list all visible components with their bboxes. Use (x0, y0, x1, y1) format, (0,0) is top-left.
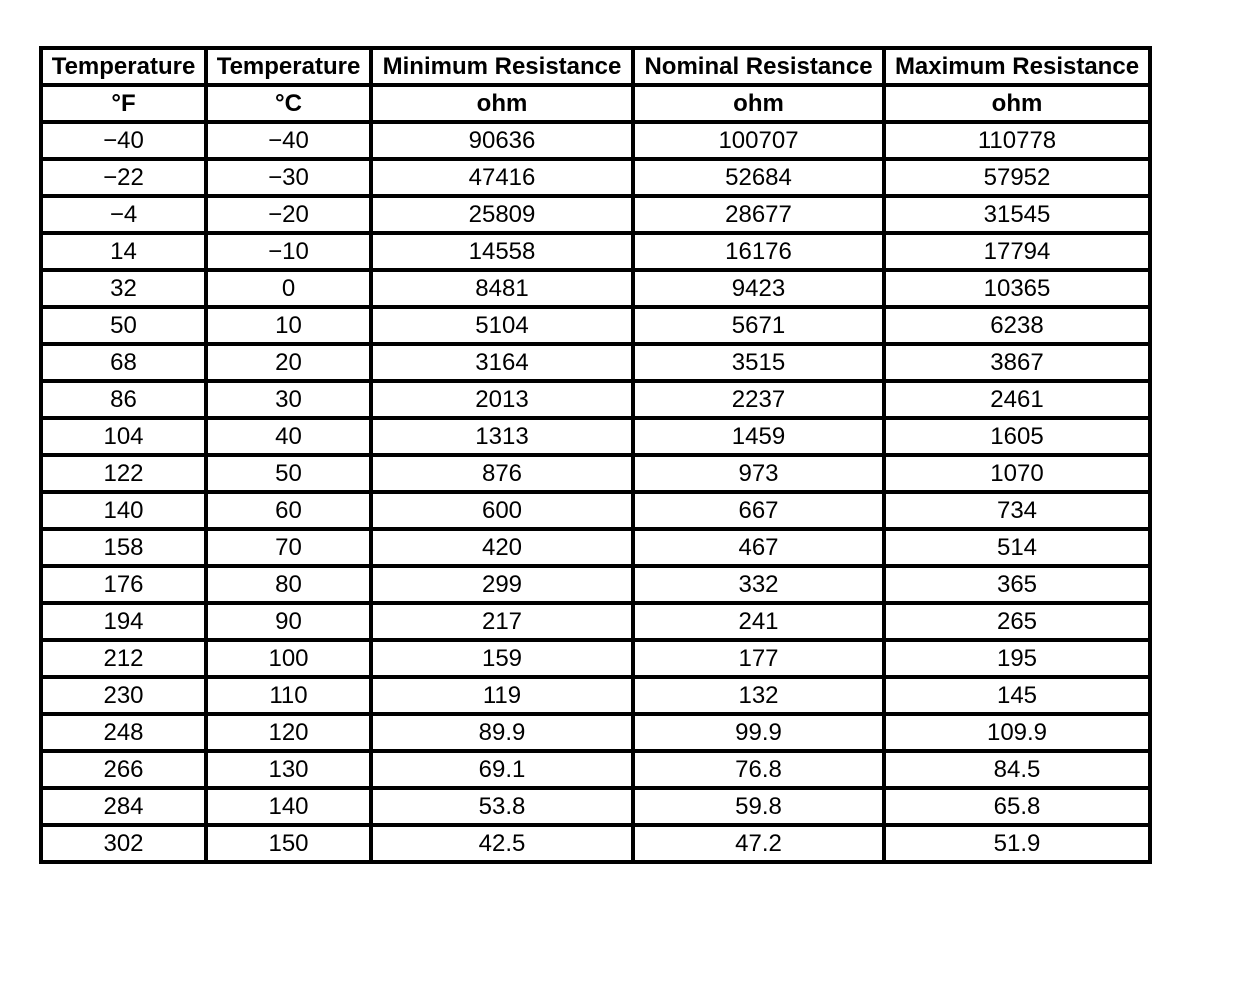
temp-c-cell: 120 (206, 714, 371, 751)
header-minimum-resistance: Minimum Resistance (371, 48, 633, 85)
max-resistance-cell: 31545 (884, 196, 1150, 233)
nominal-resistance-cell: 5671 (633, 307, 884, 344)
max-resistance-cell: 109.9 (884, 714, 1150, 751)
temp-f-cell: 302 (41, 825, 206, 862)
temp-c-cell: 110 (206, 677, 371, 714)
table-row (41, 714, 1150, 751)
max-resistance-cell: 6238 (884, 307, 1150, 344)
max-resistance-cell: 51.9 (884, 825, 1150, 862)
min-resistance-cell: 42.5 (371, 825, 633, 862)
max-resistance-cell: 1070 (884, 455, 1150, 492)
header-row (41, 48, 1150, 85)
temp-f-cell: 266 (41, 751, 206, 788)
max-resistance-cell: 84.5 (884, 751, 1150, 788)
temp-c-cell: −30 (206, 159, 371, 196)
min-resistance-cell: 3164 (371, 344, 633, 381)
temp-c-cell: 20 (206, 344, 371, 381)
temp-c-cell: −10 (206, 233, 371, 270)
table-row (41, 196, 1150, 233)
temp-f-cell: 194 (41, 603, 206, 640)
temp-c-cell: −20 (206, 196, 371, 233)
temp-c-cell: −40 (206, 122, 371, 159)
table-row (41, 270, 1150, 307)
max-resistance-cell: 110778 (884, 122, 1150, 159)
header-nominal-resistance: Nominal Resistance (633, 48, 884, 85)
temp-f-cell: 86 (41, 381, 206, 418)
temp-c-cell: 0 (206, 270, 371, 307)
table-row (41, 492, 1150, 529)
temp-f-cell: 248 (41, 714, 206, 751)
temp-f-cell: 158 (41, 529, 206, 566)
nominal-resistance-cell: 132 (633, 677, 884, 714)
temp-c-cell: 140 (206, 788, 371, 825)
min-resistance-cell: 119 (371, 677, 633, 714)
temp-f-cell: −40 (41, 122, 206, 159)
header-temperature-f: Temperature (41, 48, 206, 85)
min-resistance-cell: 217 (371, 603, 633, 640)
max-resistance-cell: 265 (884, 603, 1150, 640)
table-row (41, 233, 1150, 270)
max-resistance-cell: 17794 (884, 233, 1150, 270)
max-resistance-cell: 2461 (884, 381, 1150, 418)
max-resistance-cell: 65.8 (884, 788, 1150, 825)
nominal-resistance-cell: 177 (633, 640, 884, 677)
temp-f-cell: 14 (41, 233, 206, 270)
table-row (41, 603, 1150, 640)
nominal-resistance-cell: 332 (633, 566, 884, 603)
table-row (41, 122, 1150, 159)
unit-ohm-nominal: ohm (633, 85, 884, 122)
nominal-resistance-cell: 667 (633, 492, 884, 529)
temp-f-cell: 212 (41, 640, 206, 677)
temp-f-cell: 50 (41, 307, 206, 344)
temp-c-cell: 60 (206, 492, 371, 529)
units-row (41, 85, 1150, 122)
unit-ohm-max: ohm (884, 85, 1150, 122)
max-resistance-cell: 514 (884, 529, 1150, 566)
nominal-resistance-cell: 973 (633, 455, 884, 492)
table-row (41, 825, 1150, 862)
min-resistance-cell: 600 (371, 492, 633, 529)
nominal-resistance-cell: 16176 (633, 233, 884, 270)
temp-f-cell: 176 (41, 566, 206, 603)
min-resistance-cell: 8481 (371, 270, 633, 307)
table-row (41, 677, 1150, 714)
min-resistance-cell: 47416 (371, 159, 633, 196)
nominal-resistance-cell: 76.8 (633, 751, 884, 788)
temp-f-cell: 122 (41, 455, 206, 492)
temp-f-cell: 140 (41, 492, 206, 529)
max-resistance-cell: 1605 (884, 418, 1150, 455)
nominal-resistance-cell: 28677 (633, 196, 884, 233)
nominal-resistance-cell: 3515 (633, 344, 884, 381)
min-resistance-cell: 299 (371, 566, 633, 603)
nominal-resistance-cell: 99.9 (633, 714, 884, 751)
table-row (41, 640, 1150, 677)
min-resistance-cell: 69.1 (371, 751, 633, 788)
unit-ohm-min: ohm (371, 85, 633, 122)
temp-c-cell: 130 (206, 751, 371, 788)
temp-c-cell: 80 (206, 566, 371, 603)
nominal-resistance-cell: 2237 (633, 381, 884, 418)
unit-fahrenheit: °F (41, 85, 206, 122)
max-resistance-cell: 195 (884, 640, 1150, 677)
header-temperature-c: Temperature (206, 48, 371, 85)
table-row (41, 344, 1150, 381)
min-resistance-cell: 5104 (371, 307, 633, 344)
temp-c-cell: 10 (206, 307, 371, 344)
table-row (41, 418, 1150, 455)
nominal-resistance-cell: 59.8 (633, 788, 884, 825)
min-resistance-cell: 53.8 (371, 788, 633, 825)
min-resistance-cell: 420 (371, 529, 633, 566)
min-resistance-cell: 876 (371, 455, 633, 492)
temp-c-cell: 150 (206, 825, 371, 862)
temp-f-cell: 284 (41, 788, 206, 825)
temp-c-cell: 30 (206, 381, 371, 418)
temp-c-cell: 90 (206, 603, 371, 640)
min-resistance-cell: 14558 (371, 233, 633, 270)
max-resistance-cell: 3867 (884, 344, 1150, 381)
max-resistance-cell: 57952 (884, 159, 1150, 196)
table-row (41, 455, 1150, 492)
min-resistance-cell: 2013 (371, 381, 633, 418)
min-resistance-cell: 1313 (371, 418, 633, 455)
table-header (41, 48, 1150, 122)
min-resistance-cell: 89.9 (371, 714, 633, 751)
temp-f-cell: −4 (41, 196, 206, 233)
temp-c-cell: 50 (206, 455, 371, 492)
temp-f-cell: −22 (41, 159, 206, 196)
nominal-resistance-cell: 1459 (633, 418, 884, 455)
temp-c-cell: 70 (206, 529, 371, 566)
min-resistance-cell: 25809 (371, 196, 633, 233)
nominal-resistance-cell: 47.2 (633, 825, 884, 862)
nominal-resistance-cell: 467 (633, 529, 884, 566)
table-row (41, 381, 1150, 418)
nominal-resistance-cell: 241 (633, 603, 884, 640)
temp-f-cell: 230 (41, 677, 206, 714)
table-row (41, 159, 1150, 196)
table-row (41, 566, 1150, 603)
nominal-resistance-cell: 9423 (633, 270, 884, 307)
max-resistance-cell: 145 (884, 677, 1150, 714)
temp-f-cell: 104 (41, 418, 206, 455)
nominal-resistance-cell: 52684 (633, 159, 884, 196)
temp-f-cell: 68 (41, 344, 206, 381)
max-resistance-cell: 10365 (884, 270, 1150, 307)
resistance-table (39, 46, 1152, 864)
temp-c-cell: 100 (206, 640, 371, 677)
max-resistance-cell: 365 (884, 566, 1150, 603)
max-resistance-cell: 734 (884, 492, 1150, 529)
header-maximum-resistance: Maximum Resistance (884, 48, 1150, 85)
table-row (41, 529, 1150, 566)
nominal-resistance-cell: 100707 (633, 122, 884, 159)
min-resistance-cell: 159 (371, 640, 633, 677)
table-body (41, 122, 1150, 862)
table-row (41, 307, 1150, 344)
table-row (41, 788, 1150, 825)
min-resistance-cell: 90636 (371, 122, 633, 159)
temp-f-cell: 32 (41, 270, 206, 307)
unit-celsius: °C (206, 85, 371, 122)
temp-c-cell: 40 (206, 418, 371, 455)
table-row (41, 751, 1150, 788)
